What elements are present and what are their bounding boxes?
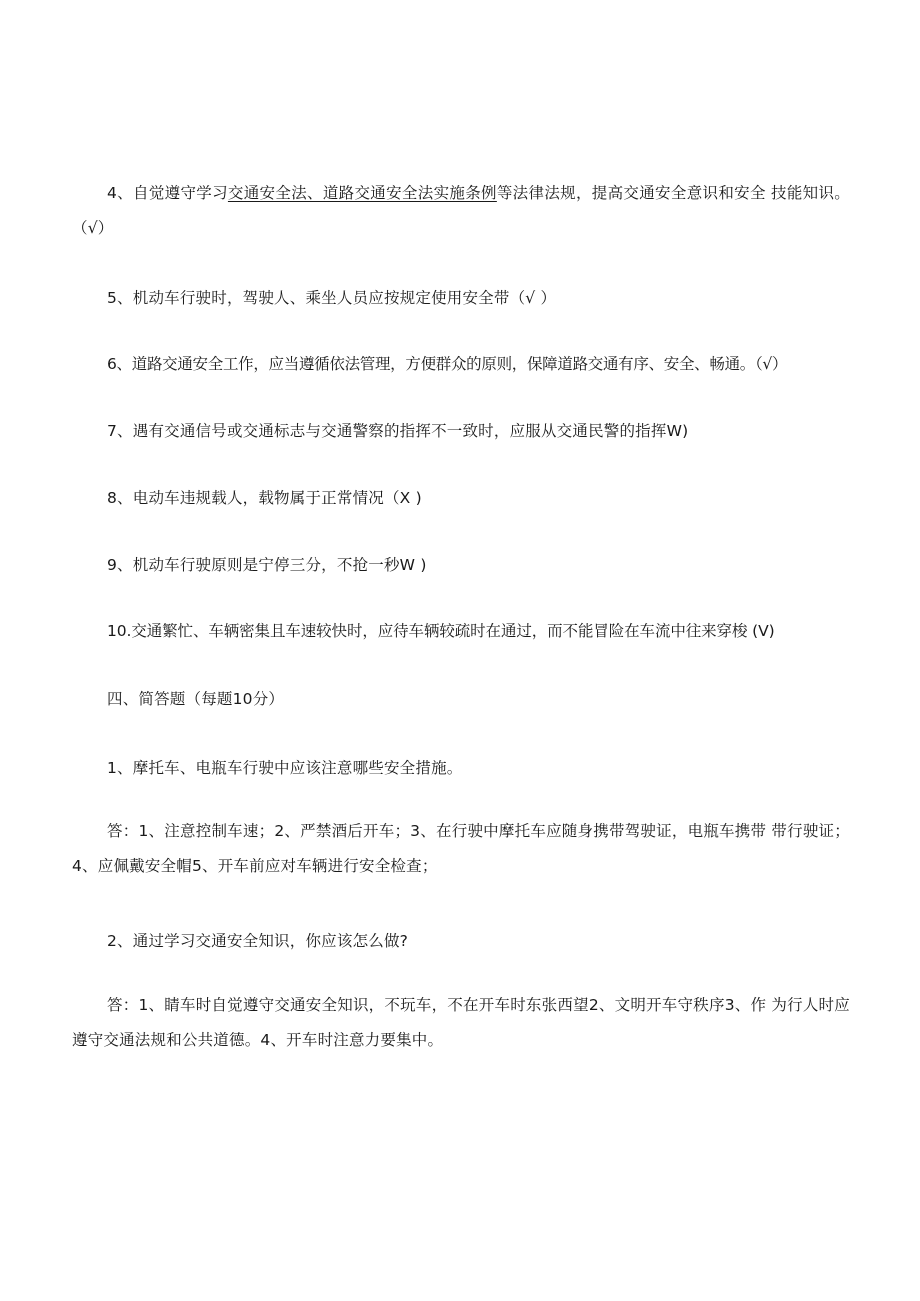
short-question-2: 2、通过学习交通安全知识，你应该怎么做? xyxy=(107,932,409,950)
item-7: 7、遇有交通信号或交通标志与交通警察的指挥不一致时，应服从交通民警的指挥W) xyxy=(107,422,689,440)
item-9: 9、机动车行驶原则是宁停三分，不抢一秒W ) xyxy=(107,556,427,574)
item-4-underlined-laws: 交通安全法、道路交通安全法实施条例 xyxy=(227,184,497,202)
item-4 xyxy=(72,176,850,246)
item-6: 6、道路交通安全工作，应当遵循依法管理，方便群众的原则，保障道路交通有序、安全、畅通。（√） xyxy=(107,355,788,373)
item-4-prefix: 4、自觉遵守学习 xyxy=(107,184,228,202)
item-8: 8、电动车违规载人，载物属于正常情况（X ) xyxy=(107,489,422,507)
section-heading-short-answer: 四、简答题（每题10分） xyxy=(107,690,285,708)
item-5: 5、机动车行驶时，驾驶人、乘坐人员应按规定使用安全带（√ ） xyxy=(107,289,557,307)
short-answer-2: 答：1、睛车时自觉遵守交通安全知识，不玩车，不在开车时东张西望2、文明开车守秩序3、作 为行人时应遵守交通法规和公共道德。4、开车时注意力要集中。 xyxy=(72,996,850,1049)
item-4-suffix: 等法律法规，提高交通安全意识和安全 技能知识。（√） xyxy=(72,184,851,237)
short-answer-1: 答：1、注意控制车速；2、严禁酒后开车；3、在行驶中摩托车应随身携带驾驶证，电瓶车携带 带行驶证；4、应佩戴安全帽5、开车前应对车辆进行安全检查； xyxy=(72,822,850,875)
item-10: 10.交通繁忙、车辆密集且车速较快时，应待车辆较疏时在通过，而不能冒险在车流中往来穿梭 (V) xyxy=(107,622,775,640)
short-question-1: 1、摩托车、电瓶车行驶中应该注意哪些安全措施。 xyxy=(107,759,463,777)
